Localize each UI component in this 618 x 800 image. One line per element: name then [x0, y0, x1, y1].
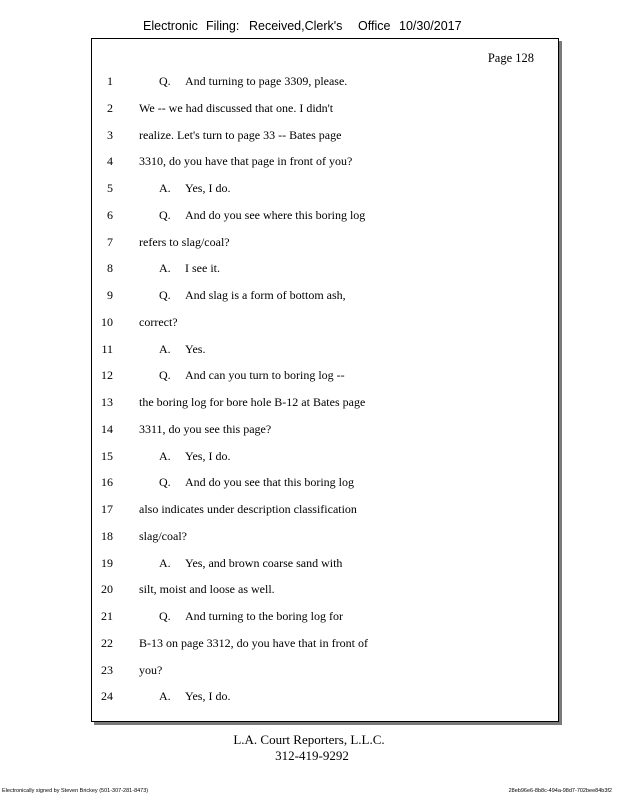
line-number: 24: [101, 689, 113, 703]
transcript-line-text: B-13 on page 3312, do you have that in front of: [139, 636, 368, 650]
filing-header-word: Electronic: [143, 19, 198, 33]
transcript-line-text: I see it.: [185, 261, 220, 275]
speaker-marker: Q.: [159, 74, 171, 88]
filing-header-word: Received,Clerk's: [249, 19, 343, 33]
line-number: 17: [101, 502, 113, 516]
speaker-marker: Q.: [159, 609, 171, 623]
speaker-marker: Q.: [159, 475, 171, 489]
line-number: 2: [107, 101, 113, 115]
line-number: 7: [107, 235, 113, 249]
transcript-line-text: silt, moist and loose as well.: [139, 582, 275, 596]
transcript-line-text: And do you see where this boring log: [185, 208, 366, 222]
line-number: 4: [107, 154, 113, 168]
speaker-marker: Q.: [159, 208, 171, 222]
filing-date: 10/30/2017: [399, 19, 462, 33]
line-number: 23: [101, 663, 113, 677]
transcript-line-text: the boring log for bore hole B-12 at Bates page: [139, 395, 366, 409]
line-number: 15: [101, 449, 113, 463]
transcript-line-text: And turning to the boring log for: [185, 609, 343, 623]
line-number: 9: [107, 288, 113, 302]
transcript-line-text: realize. Let's turn to page 33 -- Bates page: [139, 128, 342, 142]
transcript-line-text: Yes, I do.: [185, 449, 231, 463]
transcript-line-text: 3310, do you have that page in front of you?: [139, 154, 353, 168]
filing-header-word: Filing:: [206, 19, 240, 33]
line-number: 16: [101, 475, 113, 489]
transcript-line-text: Yes, I do.: [185, 689, 231, 703]
line-number: 19: [101, 556, 113, 570]
electronic-signature: Electronically signed by Steven Brickey (501-307-281-8473): [2, 788, 149, 794]
transcript-line-text: you?: [139, 663, 163, 677]
line-number: 3: [107, 128, 113, 142]
speaker-marker: A.: [159, 181, 171, 195]
transcript-line-text: We -- we had discussed that one. I didn't: [139, 101, 334, 115]
line-number: 20: [101, 582, 113, 596]
transcript-line-text: Yes.: [185, 342, 206, 356]
line-number: 1: [107, 74, 113, 88]
transcript-line-text: 3311, do you see this page?: [139, 422, 272, 436]
speaker-marker: A.: [159, 689, 171, 703]
speaker-marker: A.: [159, 449, 171, 463]
filing-header-word: Office: [358, 19, 391, 33]
transcript-line-text: also indicates under description classification: [139, 502, 357, 516]
line-number: 21: [101, 609, 113, 623]
document-hash: 28eb96e6-8b8c-494a-98d7-702bee84b3f2: [508, 788, 612, 794]
page-number: Page 128: [487, 51, 534, 65]
court-reporter-phone: 312-419-9292: [275, 748, 349, 763]
line-number: 14: [101, 422, 113, 436]
transcript-line-text: correct?: [139, 315, 178, 329]
line-number: 10: [101, 315, 113, 329]
line-number: 18: [101, 529, 113, 543]
speaker-marker: A.: [159, 342, 171, 356]
electronic-filing-header: [0, 19, 618, 37]
transcript-line-text: Yes, and brown coarse sand with: [185, 556, 343, 570]
speaker-marker: A.: [159, 261, 171, 275]
transcript-line-text: And slag is a form of bottom ash,: [185, 288, 346, 302]
line-number: 11: [101, 342, 113, 356]
transcript-line-text: And can you turn to boring log --: [185, 368, 345, 382]
line-number: 13: [101, 395, 113, 409]
transcript-line-text: slag/coal?: [139, 529, 187, 543]
transcript-line-text: refers to slag/coal?: [139, 235, 230, 249]
line-number: 8: [107, 261, 113, 275]
transcript-line-text: And do you see that this boring log: [185, 475, 354, 489]
speaker-marker: A.: [159, 556, 171, 570]
line-number: 22: [101, 636, 113, 650]
line-number: 5: [107, 181, 113, 195]
speaker-marker: Q.: [159, 368, 171, 382]
transcript-line-text: And turning to page 3309, please.: [185, 74, 348, 88]
speaker-marker: Q.: [159, 288, 171, 302]
transcript-line-text: Yes, I do.: [185, 181, 231, 195]
line-number: 6: [107, 208, 113, 222]
court-reporter-name: L.A. Court Reporters, L.L.C.: [233, 732, 385, 747]
line-number: 12: [101, 368, 113, 382]
